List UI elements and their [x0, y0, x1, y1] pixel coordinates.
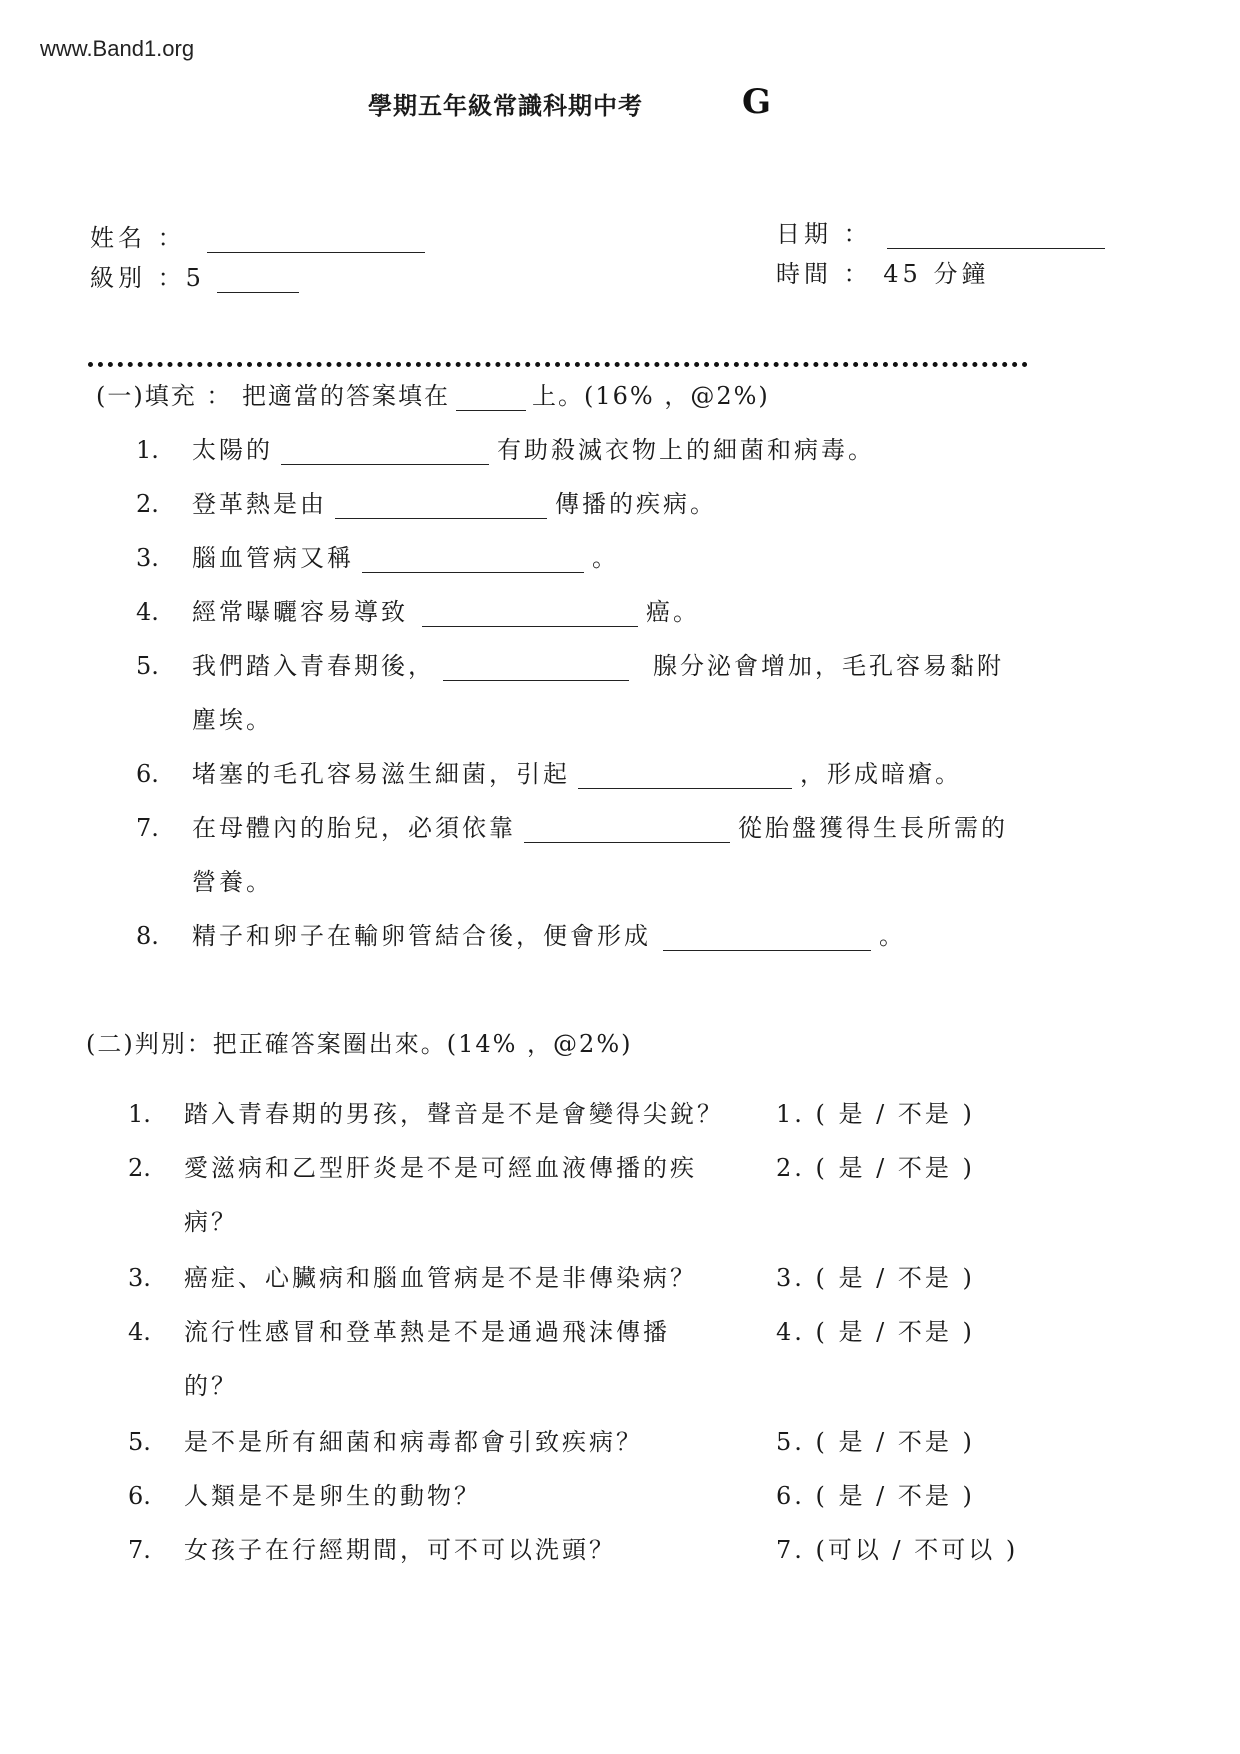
fill-item-text: 經常曝曬容易導致 [192, 598, 408, 626]
fill-blank[interactable] [578, 764, 792, 789]
fill-item-text: 腦血管病又稱 [192, 544, 354, 572]
exam-title: 學期五年級常識科期中考 [368, 91, 643, 120]
class-label: 級別 ： [90, 264, 186, 292]
judge-answer-1[interactable]: 1. ( 是 / 不是 ) [776, 1100, 975, 1128]
fill-item-text: 從胎盤獲得生長所需的 [738, 814, 1008, 842]
date-label: 日期 ： [776, 220, 872, 248]
judge-answer-5[interactable]: 5. ( 是 / 不是 ) [776, 1428, 975, 1456]
fill-blank[interactable] [362, 548, 584, 573]
time-value: 45 分鐘 [883, 260, 990, 288]
time-row [776, 254, 989, 289]
fill-blank[interactable] [663, 926, 871, 951]
fill-item-number: 8. [136, 922, 159, 950]
fill-item-8 [136, 916, 906, 951]
judge-answer-3[interactable]: 3. ( 是 / 不是 ) [776, 1264, 975, 1292]
judge-item-text: 流行性感冒和登革熱是不是通過飛沫傳播 [184, 1318, 670, 1346]
judge-item-text: 女孩子在行經期間，可不可以洗頭？ [184, 1536, 616, 1564]
fill-item-number: 6. [136, 760, 159, 788]
fill-item-text: 有助殺滅衣物上的細菌和病毒。 [497, 436, 875, 464]
fill-item-7-cont: 營養。 [192, 868, 273, 896]
judge-item-number: 7. [128, 1536, 151, 1564]
dotted-divider [88, 362, 1028, 367]
fill-item-text: 癌。 [646, 598, 700, 626]
judge-item-text: 癌症、心臟病和腦血管病是不是非傳染病？ [184, 1264, 697, 1292]
fill-blank[interactable] [443, 656, 629, 681]
judge-item-2-cont: 病？ [184, 1208, 238, 1236]
judge-item-text: 愛滋病和乙型肝炎是不是可經血液傳播的疾 [184, 1154, 697, 1182]
fill-item-text: ，形成暗瘡。 [800, 760, 962, 788]
judge-answer-7[interactable]: 7. (可以 / 不可以 ) [776, 1536, 1019, 1564]
judge-answer-6[interactable]: 6. ( 是 / 不是 ) [776, 1482, 975, 1510]
section1-heading-prefix: (一)填充 ： 把適當的答案填在 [96, 382, 450, 410]
name-row [90, 218, 425, 253]
judge-item-6 [128, 1476, 481, 1511]
fill-item-number: 7. [136, 814, 159, 842]
fill-item-4 [136, 592, 700, 627]
fill-item-5 [136, 646, 1004, 681]
name-label: 姓名 ： [90, 224, 186, 252]
judge-item-3 [128, 1258, 697, 1293]
judge-item-text: 踏入青春期的男孩，聲音是不是會變得尖銳？ [184, 1100, 724, 1128]
fill-item-text: 。 [592, 544, 619, 572]
fill-item-text: 腺分泌會增加，毛孔容易黏附 [653, 652, 1004, 680]
fill-item-3 [136, 538, 619, 573]
date-row [776, 214, 1105, 249]
fill-blank[interactable] [281, 440, 489, 465]
fill-item-text: 登革熱是由 [192, 490, 327, 518]
fill-item-number: 4. [136, 598, 159, 626]
date-field[interactable] [887, 222, 1105, 249]
time-label: 時間 ： [776, 260, 872, 288]
fill-item-text: 在母體內的胎兒，必須依靠 [192, 814, 516, 842]
section1-heading-suffix: 上。(16% ，@2%) [531, 382, 770, 410]
section1-heading [96, 376, 770, 411]
fill-blank[interactable] [422, 602, 638, 627]
fill-item-7 [136, 808, 1008, 843]
fill-item-text: 我們踏入青春期後， [192, 652, 435, 680]
judge-item-number: 5. [128, 1428, 151, 1456]
name-field[interactable] [207, 226, 425, 253]
judge-item-number: 4. [128, 1318, 151, 1346]
judge-item-number: 6. [128, 1482, 151, 1510]
judge-item-text: 人類是不是卵生的動物？ [184, 1482, 481, 1510]
fill-item-1 [136, 430, 875, 465]
judge-item-text: 是不是所有細菌和病毒都會引致疾病？ [184, 1428, 643, 1456]
fill-item-text: 精子和卵子在輸卵管結合後，便會形成 [192, 922, 651, 950]
section1-heading-blank [456, 386, 526, 411]
fill-blank[interactable] [335, 494, 547, 519]
fill-item-number: 3. [136, 544, 159, 572]
judge-item-number: 2. [128, 1154, 151, 1182]
class-row [90, 258, 299, 293]
fill-item-number: 1. [136, 436, 159, 464]
judge-item-4-cont: 的？ [184, 1372, 238, 1400]
fill-item-2 [136, 484, 717, 519]
site-url: www.Band1.org [40, 36, 195, 61]
fill-blank[interactable] [524, 818, 730, 843]
fill-item-number: 5. [136, 652, 159, 680]
class-field[interactable] [217, 266, 299, 293]
fill-item-text: 堵塞的毛孔容易滋生細菌，引起 [192, 760, 570, 788]
class-value: 5 [185, 264, 205, 292]
section2-heading: (二)判別：把正確答案圈出來。(14% ，@2%) [86, 1030, 633, 1058]
judge-answer-4[interactable]: 4. ( 是 / 不是 ) [776, 1318, 975, 1346]
judge-item-1 [128, 1094, 724, 1129]
fill-item-text: 。 [879, 922, 906, 950]
fill-item-text: 太陽的 [192, 436, 273, 464]
judge-item-4 [128, 1312, 670, 1347]
judge-answer-2[interactable]: 2. ( 是 / 不是 ) [776, 1154, 975, 1182]
fill-item-number: 2. [136, 490, 159, 518]
judge-item-7 [128, 1530, 616, 1565]
judge-item-number: 1. [128, 1100, 151, 1128]
fill-item-5-cont: 塵埃。 [192, 706, 273, 734]
judge-item-2 [128, 1148, 697, 1183]
judge-item-number: 3. [128, 1264, 151, 1292]
fill-item-6 [136, 754, 962, 789]
fill-item-text: 傳播的疾病。 [555, 490, 717, 518]
corner-mark: G [742, 82, 772, 122]
judge-item-5 [128, 1422, 643, 1457]
